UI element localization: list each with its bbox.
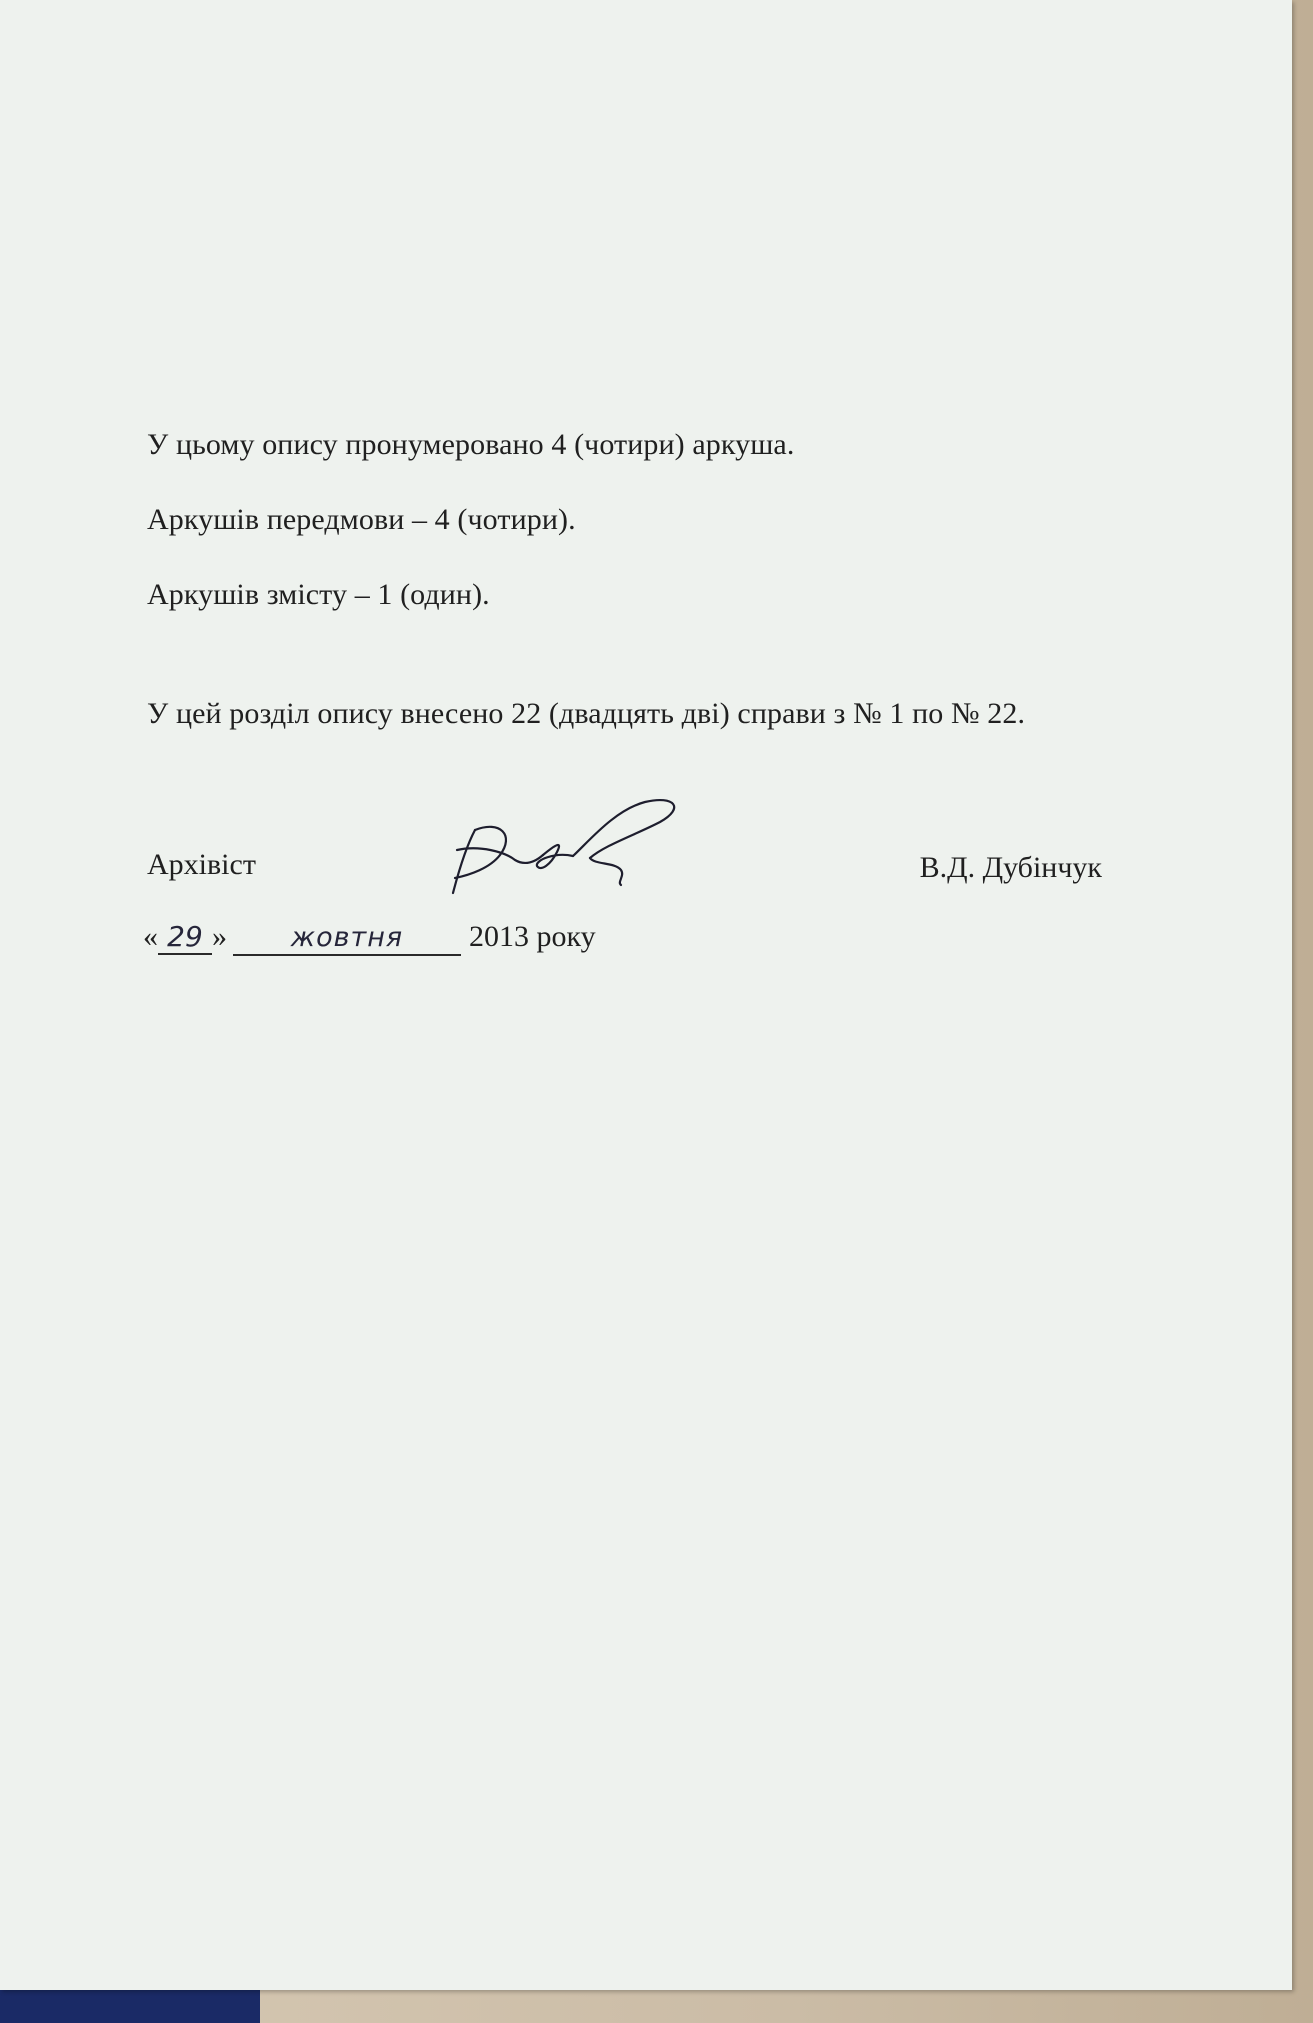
signer-position: Архівіст [147,848,256,881]
date-month: жовтня [233,922,461,956]
cases-count-line: У цей розділ опису внесено 22 (двадцять дві) справи з № 1 по № 22. [147,697,1026,730]
date-line [143,920,596,965]
date-year: 2013 року [469,920,596,953]
date-day: 29 [158,921,212,955]
preface-sheets-line: Аркушів передмови – 4 (чотири). [147,503,576,536]
contents-sheets-line: Аркушів змісту – 1 (один). [147,578,490,611]
date-close-quote: » [212,920,227,953]
handwritten-signature [445,790,685,900]
signer-name: В.Д. Дубінчук [919,851,1102,884]
binding-strip [0,1988,260,2023]
sheet-count-line: У цьому опису пронумеровано 4 (чотири) аркуша. [147,428,795,461]
date-open-quote: « [143,920,158,953]
